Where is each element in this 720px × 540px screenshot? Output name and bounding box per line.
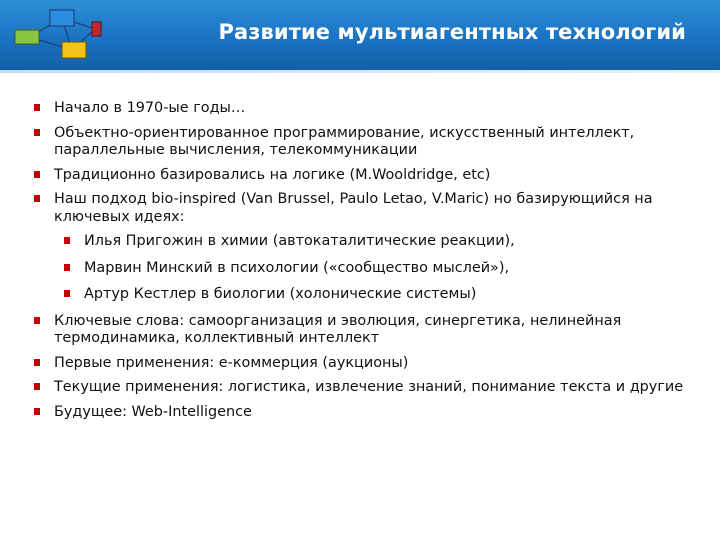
bullet-text: Будущее: Web-Intelligence [54,403,252,420]
bullet-text: Текущие применения: логистика, извлечение знаний, понимание текста и другие [54,379,684,395]
network-diagram-logo-icon [10,4,110,64]
bullet-item [34,191,694,226]
bullet-square-icon [34,408,40,415]
bullet-item [34,100,694,118]
bullet-item [34,313,694,348]
bullet-text: Традиционно базировались на логике (M.Wooldridge, etc) [54,166,491,183]
bullet-item [34,167,694,185]
bullet-square-icon [34,383,40,390]
bullet-square-icon [64,264,70,271]
bullet-text: Артур Кестлер в биологии (холонические системы) [84,286,477,302]
sub-bullet-item [64,260,694,278]
page-title: Развитие мультиагентных технологий [218,20,686,44]
bullet-text: Наш подход bio-inspired (Van Brussel, Paulo Letao, V.Maric) но базирующийся на ключевых идеях: [54,191,653,225]
bullet-text: Ключевые слова: самоорганизация и эволюция, синергетика, нелинейная термодинамика, коллективный интеллект [54,312,622,346]
bullet-square-icon [64,290,70,297]
header-divider [0,70,720,73]
bullet-text: Объектно-ориентированное программирование, искусственный интеллект, параллельные вычисления, телекоммуникации [54,124,635,158]
sub-bullet-item [64,286,694,304]
bullet-item [34,404,694,422]
bullet-square-icon [34,317,40,324]
bullet-text: Марвин Минский в психологии («сообщество мыслей»), [84,259,510,276]
bullet-square-icon [34,195,40,202]
bullet-item [34,379,694,397]
bullet-item [34,125,694,160]
bullet-square-icon [34,359,40,366]
bullet-square-icon [34,129,40,136]
bullet-square-icon [64,237,70,244]
sub-bullet-item [64,233,694,251]
bullet-square-icon [34,104,40,111]
bullet-text: Первые применения: е-коммерция (аукционы) [54,354,409,371]
bullet-text: Начало в 1970-ые годы… [54,100,246,116]
bullet-text: Илья Пригожин в химии (автокаталитические реакции), [84,233,515,249]
bullet-list [34,100,694,428]
bullet-square-icon [34,171,40,178]
bullet-item [34,355,694,373]
